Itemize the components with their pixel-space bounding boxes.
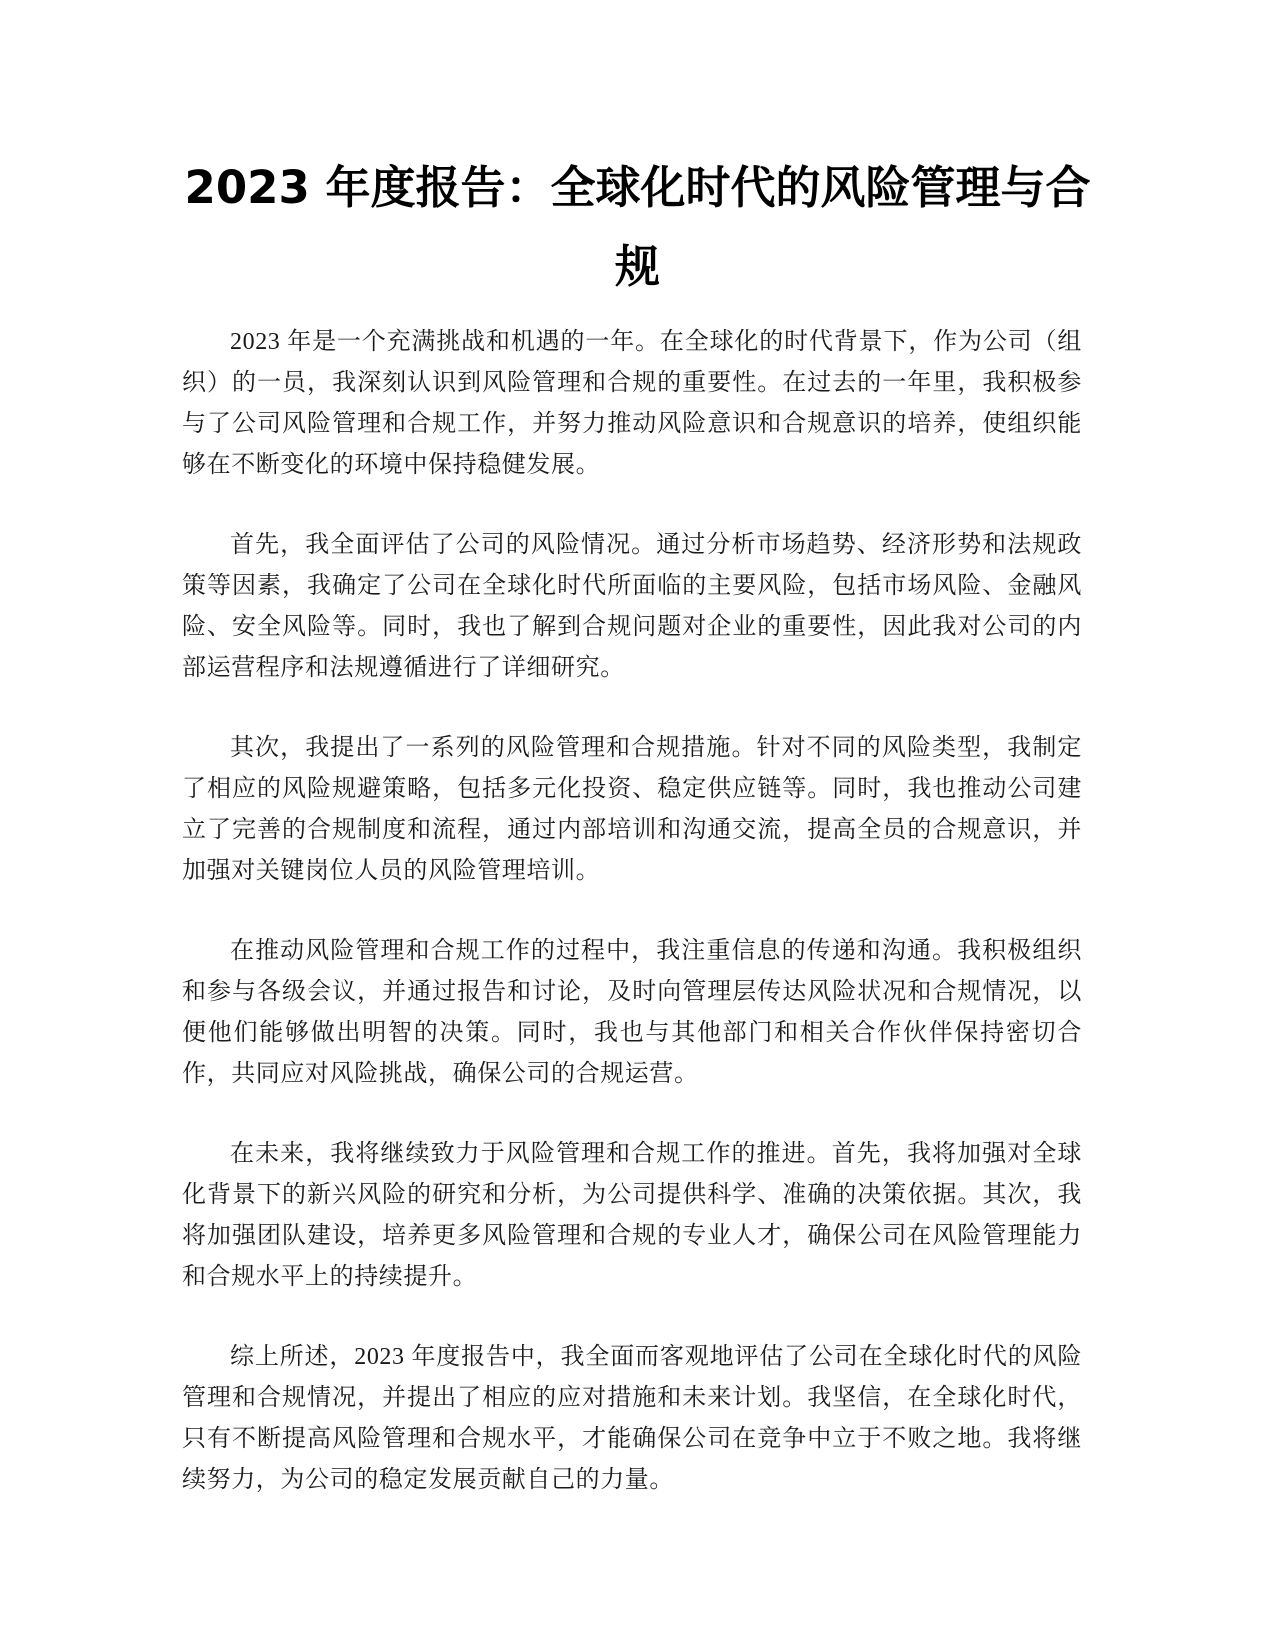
paragraph-risk-assessment: 首先，我全面评估了公司的风险情况。通过分析市场趋势、经济形势和法规政策等因素，我确定了公司在全球化时代所面临的主要风险，包括市场风险、金融风险、安全风险等。同时，我也了解到合规问题对企业的重要性，因此我对公司的内部运营程序和法规遵循进行了详细研究。	[182, 532, 1082, 681]
paragraph-summary: 综上所述，2023 年度报告中，我全面而客观地评估了公司在全球化时代的风险管理和合规情况，并提出了相应的应对措施和未来计划。我坚信，在全球化时代，只有不断提高风险管理和合规水平，才能确保公司在竞争中立于不败之地。我将继续努力，为公司的稳定发展贡献自己的力量。	[182, 1344, 1082, 1493]
document-body	[182, 322, 1082, 1540]
document-title: 2023 年度报告：全球化时代的风险管理与合规	[184, 161, 1091, 293]
paragraph-measures: 其次，我提出了一系列的风险管理和合规措施。针对不同的风险类型，我制定了相应的风险规避策略，包括多元化投资、稳定供应链等。同时，我也推动公司建立了完善的合规制度和流程，通过内部培训和沟通交流，提高全员的合规意识，并加强对关键岗位人员的风险管理培训。	[182, 735, 1082, 884]
paragraph-communication: 在推动风险管理和合规工作的过程中，我注重信息的传递和沟通。我积极组织和参与各级会议，并通过报告和讨论，及时向管理层传达风险状况和合规情况，以便他们能够做出明智的决策。同时，我也与其他部门和相关合作伙伴保持密切合作，共同应对风险挑战，确保公司的合规运营。	[182, 938, 1082, 1087]
paragraph-future: 在未来，我将继续致力于风险管理和合规工作的推进。首先，我将加强对全球化背景下的新兴风险的研究和分析，为公司提供科学、准确的决策依据。其次，我将加强团队建设，培养更多风险管理和合规的专业人才，确保公司在风险管理能力和合规水平上的持续提升。	[182, 1141, 1082, 1290]
paragraph-intro: 2023 年是一个充满挑战和机遇的一年。在全球化的时代背景下，作为公司（组织）的一员，我深刻认识到风险管理和合规的重要性。在过去的一年里，我积极参与了公司风险管理和合规工作，并努力推动风险意识和合规意识的培养，使组织能够在不断变化的环境中保持稳健发展。	[182, 329, 1082, 478]
